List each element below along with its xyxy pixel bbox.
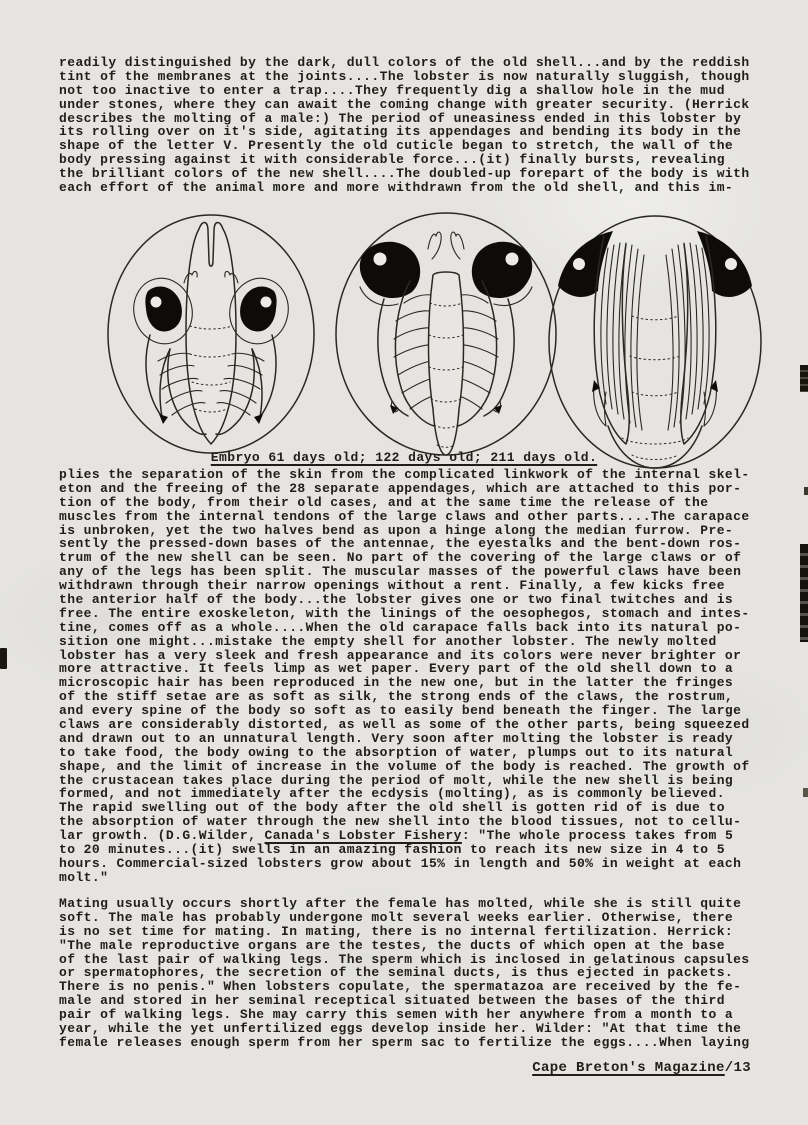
- text-line: describes the molting of a male:) The period of uneasiness ended in this lobster by: [59, 110, 742, 126]
- text-line: and drawn out to an unnatural length. Very soon after molting the lobster is ready: [59, 730, 734, 746]
- embryo-egg-122-days-illustration: [330, 209, 562, 459]
- text-line: free. The entire exoskeleton, with the linings of the oesophegos, stomach and intes-: [59, 605, 750, 621]
- text-line: trum of the new shell can be seen. No part of the covering of the large claws or of: [59, 550, 742, 566]
- text-line: more attractive. It feels limp as wet paper. Every part of the old shell down to a: [59, 661, 734, 677]
- text-line: of the last pair of walking legs. The sperm which is inclosed in gelatinous capsules: [59, 951, 750, 967]
- scan-artifact-left-edge: [0, 648, 7, 669]
- text-line: male and stored in her seminal receptical situated between the bases of the third: [59, 993, 725, 1009]
- embryo-yolk-lobe: [186, 222, 236, 444]
- text-line: muscles from the internal tendons of the large claws and other parts....The carapace: [59, 508, 750, 524]
- text-line: the absorption of water through the new shell into the blood tissues, not to cellu-: [59, 814, 742, 830]
- figure-caption: [0, 450, 808, 465]
- text-line: plies the separation of the skin from the complicated linkwork of the internal skel-: [59, 467, 750, 482]
- scan-artifact-right-edge: [800, 544, 808, 642]
- page-footer: [532, 1060, 751, 1076]
- scan-artifact-right-edge: [803, 788, 808, 797]
- text-line: each effort of the animal more and more withdrawn from the old shell, and this im-: [59, 180, 734, 196]
- text-line: withdrawn through their narrow openings without a rent. Finally, a few kicks free: [59, 578, 725, 594]
- text-line: eton and the freeing of the 28 separate appendages, which are attached to this por-: [59, 480, 742, 496]
- embryo-egg-211-days-illustration: [542, 212, 768, 472]
- eye-highlight: [374, 253, 387, 266]
- text-line: any of the legs has been split. The muscular masses of the powerful claws have been: [59, 564, 742, 580]
- eye-highlight: [573, 258, 585, 270]
- embryo-eye: [360, 242, 420, 298]
- embryo-egg-61-days-illustration: [102, 211, 320, 457]
- text-line: tint of the membranes at the joints....The lobster is now naturally sluggish, though: [59, 68, 750, 84]
- text-line: lobster has a very sleek and fresh appearance and its colors were never brighter or: [59, 647, 742, 663]
- embryo-left-half: [558, 231, 644, 444]
- paragraph-molting-intro: [59, 56, 750, 195]
- text-line: pair of walking legs. She may carry this semen with her anywhere from a month to a: [59, 1007, 734, 1023]
- figure-caption-text: Embryo 61 days old; 122 days old; 211 days old.: [210, 450, 598, 465]
- text-line: to 20 minutes...(it) swells in an amazing fashion to reach its new size in 4 to 5: [59, 842, 725, 858]
- text-line: sition one might...mistake the empty shell for another lobster. The newly molted: [59, 633, 717, 649]
- scan-artifact-right-edge: [800, 365, 808, 392]
- text-line: There is no penis." When lobsters copulate, the spermatazoa are received by the fe-: [59, 979, 742, 995]
- paragraph-mating: [59, 897, 750, 1050]
- text-line: tion of the body, from their old cases, and at the same time the release of the: [59, 494, 709, 510]
- text-line: body pressing against it with considerable force...(it) finally bursts, revealing: [59, 152, 725, 168]
- text-line: hours. Commercial-sized lobsters grow about 15% in length and 50% in weight at each: [59, 855, 742, 871]
- eye-highlight: [151, 297, 162, 308]
- magazine-title: Cape Breton's Magazine: [532, 1060, 725, 1076]
- text-line: tine, comes off as a whole....When the old carapace falls back into its natural po-: [59, 619, 742, 635]
- text-line: Mating usually occurs shortly after the female has molted, while she is still quite: [59, 896, 742, 911]
- text-line: is no set time for mating. In mating, there is no internal fertilization. Herrick:: [59, 923, 734, 939]
- page-number: /13: [724, 1060, 751, 1076]
- text-line: lar growth. (D.G.Wilder, Canada's Lobster Fishery: "The whole process takes from 5: [59, 828, 734, 844]
- text-line: sently the pressed-down bases of the antennae, the eyestalks and the bent-down ros-: [59, 536, 742, 552]
- text-line: microscopic hair has been reproduced in the new one, but in the latter the fringes: [59, 675, 734, 691]
- embryo-eye: [145, 286, 182, 331]
- text-line: or spermatophores, the secretion of the seminal ducts, is thus ejected in packets.: [59, 965, 734, 981]
- text-line: the brilliant colors of the new shell....The doubled-up forepart of the body is with: [59, 166, 750, 182]
- scan-artifact-right-edge: [804, 487, 808, 495]
- text-line: The rapid swelling out of the body after the old shell is gotten rid of is due to: [59, 800, 725, 816]
- text-line: readily distinguished by the dark, dull colors of the old shell...and by the reddish: [59, 55, 750, 70]
- text-line: shape, and the limit of increase in the volume of the body is reached. The growth of: [59, 758, 750, 774]
- text-line: claws are considerably distorted, as well as some of the other parts, being squeezed: [59, 717, 750, 733]
- text-line: "The male reproductive organs are the testes, the ducts of which open at the base: [59, 937, 725, 953]
- text-line: the anterior half of the body...the lobster gives one or two final twitches and is: [59, 592, 734, 608]
- embryo-eye: [558, 231, 613, 297]
- text-line: female releases enough sperm from her sperm sac to fertilize the eggs....When laying: [59, 1034, 750, 1050]
- text-line: and every spine of the body so soft as to easily bend beneath the finger. The large: [59, 703, 742, 719]
- paragraph-molting-detail: [59, 468, 750, 885]
- text-line: molt.": [59, 869, 109, 885]
- text-line: under stones, where they can await the coming change with greater security. (Herrick: [59, 96, 750, 112]
- text-line: its rolling over on it's side, agitating its appendages and bending its body in the: [59, 124, 742, 140]
- text-line: the crustacean takes place during the period of molt, while the new shell is being: [59, 772, 734, 788]
- text-line: year, while the yet unfertilized eggs develop inside her. Wilder: "At that time the: [59, 1021, 742, 1037]
- text-line: of the stiff setae are as soft as silk, the strong ends of the claws, the rostrum,: [59, 689, 734, 705]
- text-line: soft. The male has probably undergone molt several weeks earlier. Otherwise, there: [59, 909, 734, 925]
- text-line: formed, and not immediately after the ecdysis (molting), as is commonly believed.: [59, 786, 725, 802]
- text-line: not too inactive to enter a trap....They frequently dig a shallow hole in the mud: [59, 82, 725, 98]
- text-line: is unbroken, yet the two halves bend as upon a hinge along the median furrow. Pre-: [59, 522, 734, 538]
- text-line: to take food, the body owing to the absorption of water, plumps out to its natural: [59, 744, 734, 760]
- text-line: shape of the letter V. Presently the old cuticle began to stretch, the wall of the: [59, 138, 734, 154]
- embryo-abdomen: [429, 272, 464, 455]
